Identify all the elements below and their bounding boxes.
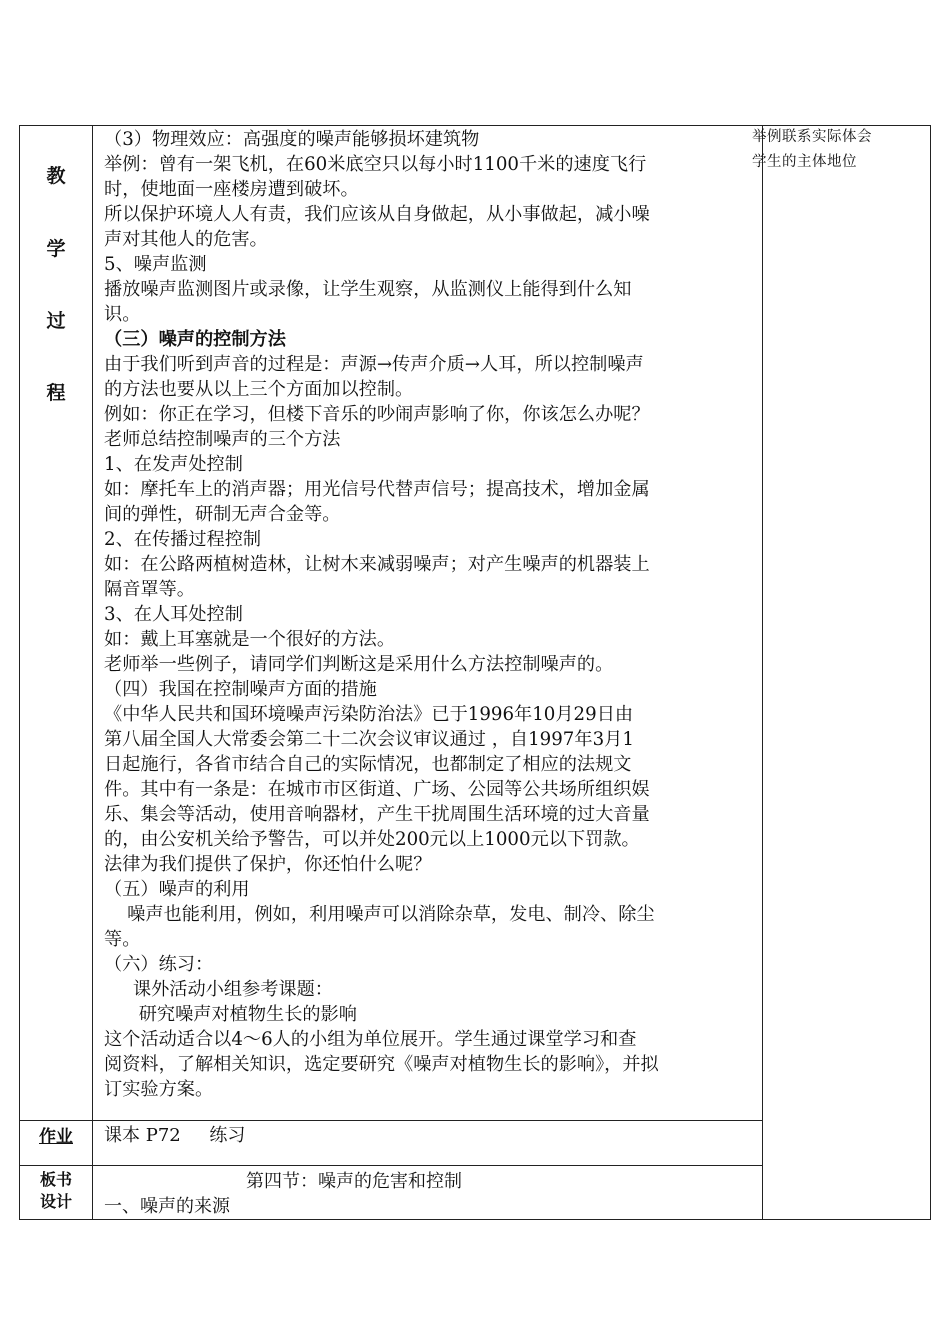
board-line-1: 一、噪声的来源 — [104, 1196, 230, 1217]
content-line: 间的弹性，研制无声合金等。 — [104, 504, 341, 525]
content-line: （3）物理效应：高强度的噪声能够损坏建筑物 — [104, 129, 480, 150]
column-divider-left — [92, 126, 93, 1219]
content-line: 如：戴上耳塞就是一个很好的方法。 — [104, 629, 396, 650]
row-divider-board-top — [20, 1165, 762, 1166]
content-line: 日起施行，各省市结合自己的实际情况，也都制定了相应的法规文 — [104, 754, 632, 775]
content-line: （三）噪声的控制方法 — [104, 329, 286, 350]
side-note — [752, 125, 902, 175]
board-label-line-2: 设计 — [39, 1192, 72, 1211]
content-line: 如：摩托车上的消声器；用光信号代替声信号；提高技术，增加金属 — [104, 479, 650, 500]
content-line: 1、在发声处控制 — [104, 454, 243, 475]
content-line: 研究噪声对植物生长的影响 — [104, 1004, 357, 1025]
side-note-line-2: 学生的主体地位 — [752, 154, 857, 170]
content-line: 第八届全国人大常委会第二十二次会议审议通过 ，自1997年3月1 — [104, 729, 634, 750]
content-line: 的方法也要从以上三个方面加以控制。 — [104, 379, 414, 400]
content-line: 噪声也能利用，例如，利用噪声可以消除杂草，发电、制冷、除尘 — [104, 904, 655, 925]
content-line: 举例：曾有一架飞机，在60米底空只以每小时1100千米的速度飞行 — [104, 154, 647, 175]
content-line: 播放噪声监测图片或录像，让学生观察，从监测仪上能得到什么知 — [104, 279, 632, 300]
homework-text: 课本 P72 练习 — [104, 1125, 246, 1146]
process-label-char-2: 学 — [46, 238, 66, 260]
content-line: 时，使地面一座楼房遭到破坏。 — [104, 179, 359, 200]
homework-label: 作业 — [39, 1127, 73, 1147]
content-line: 件。其中有一条是：在城市市区街道、广场、公园等公共场所组织娱 — [104, 779, 650, 800]
board-title: 第四节：噪声的危害和控制 — [246, 1171, 462, 1192]
content-line: 声对其他人的危害。 — [104, 229, 268, 250]
teaching-process-content — [104, 127, 764, 1102]
content-line: 课外活动小组参考课题： — [104, 979, 333, 1000]
content-line: 阅资料，了解相关知识，选定要研究《噪声对植物生长的影响》，并拟 — [104, 1054, 659, 1075]
process-label-char-3: 过 — [46, 310, 66, 332]
row-divider-homework-top — [20, 1120, 762, 1121]
content-line: 等。 — [104, 929, 141, 950]
content-line: 法律为我们提供了保护，你还怕什么呢？ — [104, 854, 432, 875]
board-label-line-1: 板书 — [39, 1170, 72, 1189]
content-line: 如：在公路两植树造林，让树木来减弱噪声；对产生噪声的机器装上 — [104, 554, 650, 575]
content-line: （四）我国在控制噪声方面的措施 — [104, 679, 377, 700]
content-line: 3、在人耳处控制 — [104, 604, 243, 625]
content-line: （五）噪声的利用 — [104, 879, 250, 900]
content-line: 这个活动适合以4～6人的小组为单位展开。学生通过课堂学习和查 — [104, 1029, 637, 1050]
content-line: 由于我们听到声音的过程是：声源→传声介质→人耳，所以控制噪声 — [104, 354, 644, 375]
content-line: 隔音罩等。 — [104, 579, 195, 600]
process-label-char-1: 教 — [46, 165, 66, 187]
content-line: 例如：你正在学习，但楼下音乐的吵闹声影响了你，你该怎么办呢？ — [104, 404, 650, 425]
content-line: （六）练习： — [104, 954, 214, 975]
content-line: 《中华人民共和国环境噪声污染防治法》已于1996年10月29日由 — [104, 704, 634, 725]
content-line: 5、噪声监测 — [104, 254, 207, 275]
content-line: 订实验方案。 — [104, 1079, 214, 1100]
content-line: 的，由公安机关给予警告，可以并处200元以上1000元以下罚款。 — [104, 829, 640, 850]
content-line: 识。 — [104, 304, 141, 325]
content-line: 所以保护环境人人有责，我们应该从自身做起，从小事做起，减小噪 — [104, 204, 650, 225]
content-line: 老师总结控制噪声的三个方法 — [104, 429, 341, 450]
content-line: 2、在传播过程控制 — [104, 529, 262, 550]
content-line: 乐、集会等活动，使用音响器材，产生干扰周围生活环境的过大音量 — [104, 804, 650, 825]
side-note-line-1: 举例联系实际体会 — [752, 129, 872, 145]
process-label-char-4: 程 — [46, 382, 66, 404]
content-line: 老师举一些例子，请同学们判断这是采用什么方法控制噪声的。 — [104, 654, 614, 675]
lesson-table — [19, 125, 931, 1220]
